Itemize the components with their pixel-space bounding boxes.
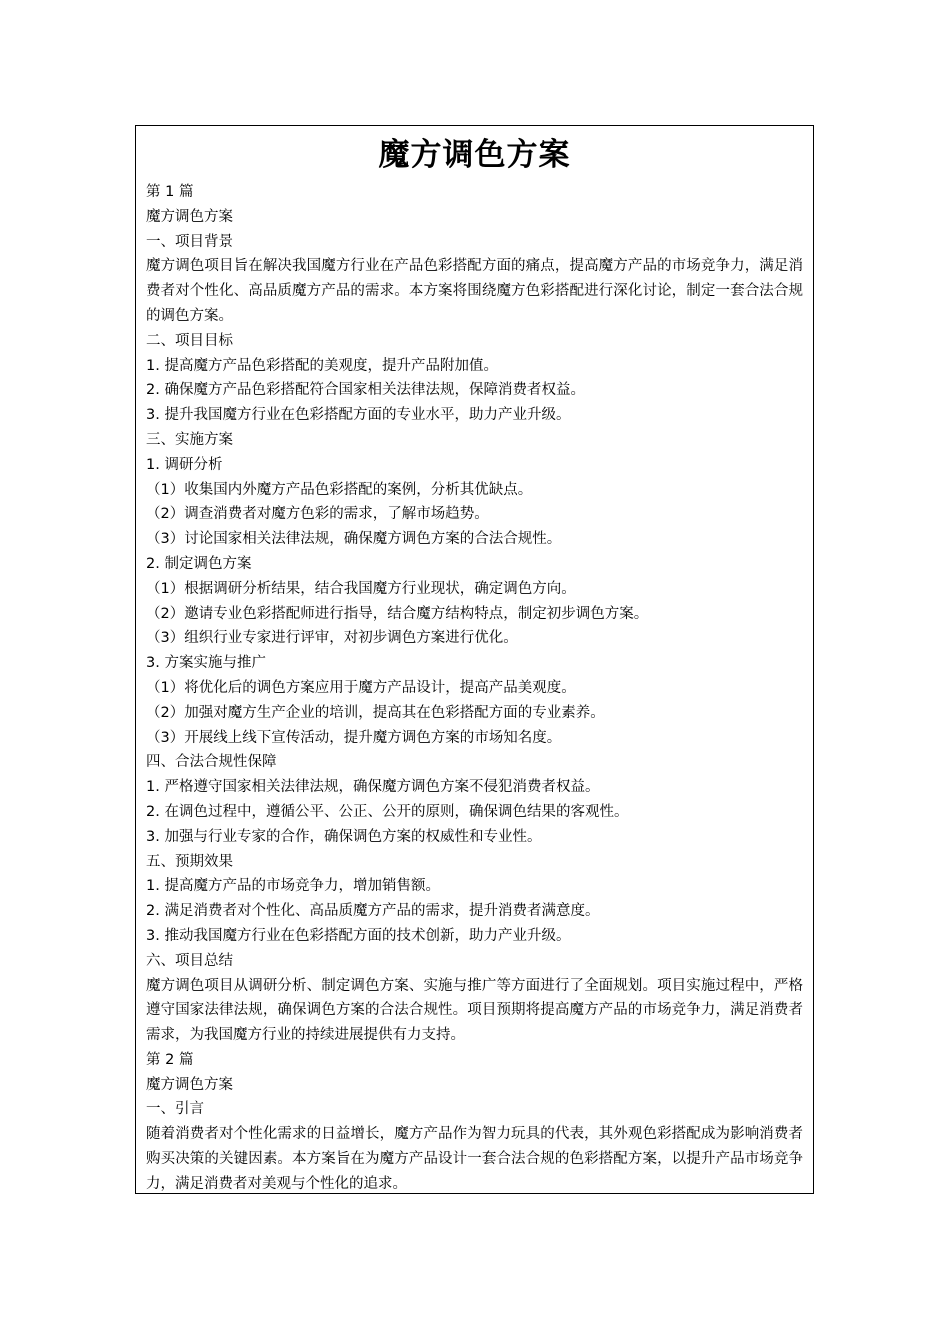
paragraph: 魔方调色项目旨在解决我国魔方行业在产品色彩搭配方面的痛点，提高魔方产品的市场竞争力，满足消费者对个性化、高品质魔方产品的需求。本方案将围绕魔方色彩搭配进行深化讨论，制定一套合法合规的调色方案。	[146, 258, 803, 324]
list-item: 2. 在调色过程中，遵循公平、公正、公开的原则，确保调色结果的客观性。	[146, 803, 629, 820]
list-item: 1. 严格遵守国家相关法律法规，确保魔方调色方案不侵犯消费者权益。	[146, 779, 600, 796]
list-item: 3. 加强与行业专家的合作，确保调色方案的权威性和专业性。	[146, 828, 542, 845]
list-item: （3）讨论国家相关法律法规，确保魔方调色方案的合法合规性。	[146, 531, 562, 548]
section-heading: 一、引言	[146, 1101, 204, 1118]
section-heading: 五、预期效果	[146, 853, 233, 870]
list-item: （1）根据调研分析结果，结合我国魔方行业现状，确定调色方向。	[146, 580, 576, 597]
list-item: （3）组织行业专家进行评审，对初步调色方案进行优化。	[146, 630, 518, 647]
list-item: （2）调查消费者对魔方色彩的需求，了解市场趋势。	[146, 506, 489, 523]
list-item: （3）开展线上线下宣传活动，提升魔方调色方案的市场知名度。	[146, 729, 562, 746]
list-item: 1. 提高魔方产品色彩搭配的美观度，提升产品附加值。	[146, 357, 498, 374]
subsection-heading: 2. 制定调色方案	[146, 555, 252, 572]
section-heading: 二、项目目标	[146, 332, 233, 349]
section-heading: 第 2 篇	[146, 1051, 194, 1068]
article-title: 魔方调色方案	[146, 1076, 233, 1093]
list-item: 1. 提高魔方产品的市场竞争力，增加销售额。	[146, 878, 440, 895]
article-title: 魔方调色方案	[146, 208, 233, 225]
paragraph: 魔方调色项目从调研分析、制定调色方案、实施与推广等方面进行了全面规划。项目实施过程中，严格遵守国家法律法规，确保调色方案的合法合规性。项目预期将提高魔方产品的市场竞争力，满足消费者需求，为我国魔方行业的持续进展提供有力支持。	[146, 977, 803, 1044]
list-item: 3. 推动我国魔方行业在色彩搭配方面的技术创新，助力产业升级。	[146, 927, 571, 944]
list-item: （1）将优化后的调色方案应用于魔方产品设计，提高产品美观度。	[146, 679, 576, 696]
list-item: （2）加强对魔方生产企业的培训，提高其在色彩搭配方面的专业素养。	[146, 704, 605, 721]
list-item: 2. 确保魔方产品色彩搭配符合国家相关法律法规，保障消费者权益。	[146, 382, 585, 399]
section-heading: 六、项目总结	[146, 952, 233, 969]
paragraph: 随着消费者对个性化需求的日益增长，魔方产品作为智力玩具的代表，其外观色彩搭配成为影响消费者购买决策的关键因素。本方案旨在为魔方产品设计一套合法合规的色彩搭配方案，以提升产品市场竞争力，满足消费者对美观与个性化的追求。	[146, 1126, 803, 1192]
section-heading: 一、项目背景	[146, 233, 233, 250]
section-heading: 三、实施方案	[146, 431, 233, 448]
list-item: （1）收集国内外魔方产品色彩搭配的案例，分析其优缺点。	[146, 481, 533, 498]
list-item: （2）邀请专业色彩搭配师进行指导，结合魔方结构特点，制定初步调色方案。	[146, 605, 649, 622]
subsection-heading: 3. 方案实施与推广	[146, 655, 266, 672]
document-body	[146, 180, 803, 1197]
list-item: 2. 满足消费者对个性化、高品质魔方产品的需求，提升消费者满意度。	[146, 903, 600, 920]
section-heading: 第 1 篇	[146, 184, 194, 200]
document-frame	[135, 125, 814, 1194]
subsection-heading: 1. 调研分析	[146, 456, 223, 473]
document-title: 魔方调色方案	[378, 137, 571, 173]
section-heading: 四、合法合规性保障	[146, 754, 277, 771]
list-item: 3. 提升我国魔方行业在色彩搭配方面的专业水平，助力产业升级。	[146, 407, 571, 424]
